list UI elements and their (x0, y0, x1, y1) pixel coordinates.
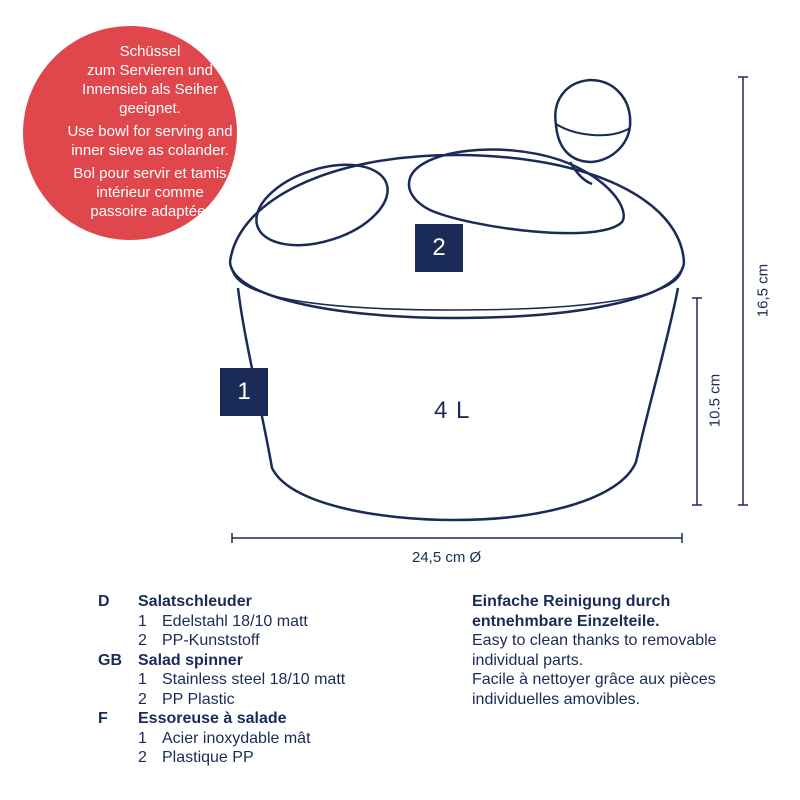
part-number: 2 (138, 690, 147, 708)
legend-part (98, 670, 345, 690)
diameter-label: 24,5 cm Ø (412, 549, 482, 566)
part-material: Edelstahl 18/10 matt (162, 612, 308, 630)
lang-code: F (98, 710, 108, 727)
legend-header-de (98, 592, 345, 612)
legend-part (98, 690, 345, 710)
cleaning-text-en: Easy to clean thanks to removable individual parts. (472, 632, 717, 669)
legend-group-f (98, 709, 345, 768)
crank-knob-band (556, 124, 630, 135)
part-material: PP Plastic (162, 690, 235, 708)
bubble-en: Use bowl for serving and inner sieve as colander. (67, 123, 233, 159)
product-name: Salad spinner (138, 651, 243, 669)
legend-header-f (98, 709, 345, 729)
part-material: PP-Kunststoff (162, 632, 260, 649)
crank-knob (555, 80, 630, 162)
product-name: Essoreuse à salade (138, 710, 287, 727)
part-number: 1 (138, 729, 147, 747)
cleaning-title: Einfache Reinigung durch entnehmbare Einzelteile. (472, 593, 671, 630)
bowl-height-label: 10.5 cm (706, 373, 724, 428)
legend-part (98, 748, 345, 768)
lang-code: D (98, 593, 110, 610)
legend-part (98, 631, 345, 651)
cleaning-text-fr: Facile à nettoyer grâce aux pièces individuelles amovibles. (472, 671, 716, 708)
cleaning-info (472, 592, 792, 709)
bubble-de: Schüssel zum Servieren und Innensieb als Seiher geeignet. (82, 43, 218, 117)
bubble-text-en (30, 122, 270, 160)
part-number: 1 (138, 671, 147, 688)
part-number: 2 (138, 632, 147, 649)
part-1-badge: 1 (220, 368, 268, 416)
volume-label: 4 L (434, 397, 471, 424)
legend-part (98, 612, 345, 632)
part-number: 1 (138, 612, 147, 630)
legend-header-gb (98, 651, 345, 671)
part-material: Stainless steel 18/10 matt (162, 671, 346, 688)
materials-legend (98, 592, 345, 768)
total-height-label: 16,5 cm (754, 263, 772, 318)
bubble-text-de (30, 42, 270, 118)
legend-part (98, 729, 345, 749)
part-2-badge: 2 (415, 224, 463, 272)
lang-code: GB (98, 651, 122, 669)
part-material: Plastique PP (162, 749, 254, 766)
legend-group-gb (98, 651, 345, 710)
legend-group-de (98, 592, 345, 651)
part-material: Acier inoxydable mât (162, 729, 311, 747)
part-number: 2 (138, 749, 147, 766)
bubble-text-fr (30, 164, 270, 221)
product-name: Salatschleuder (138, 593, 252, 610)
bubble-fr: Bol pour servir et tamis intérieur comme passoire adaptée. (73, 165, 227, 220)
